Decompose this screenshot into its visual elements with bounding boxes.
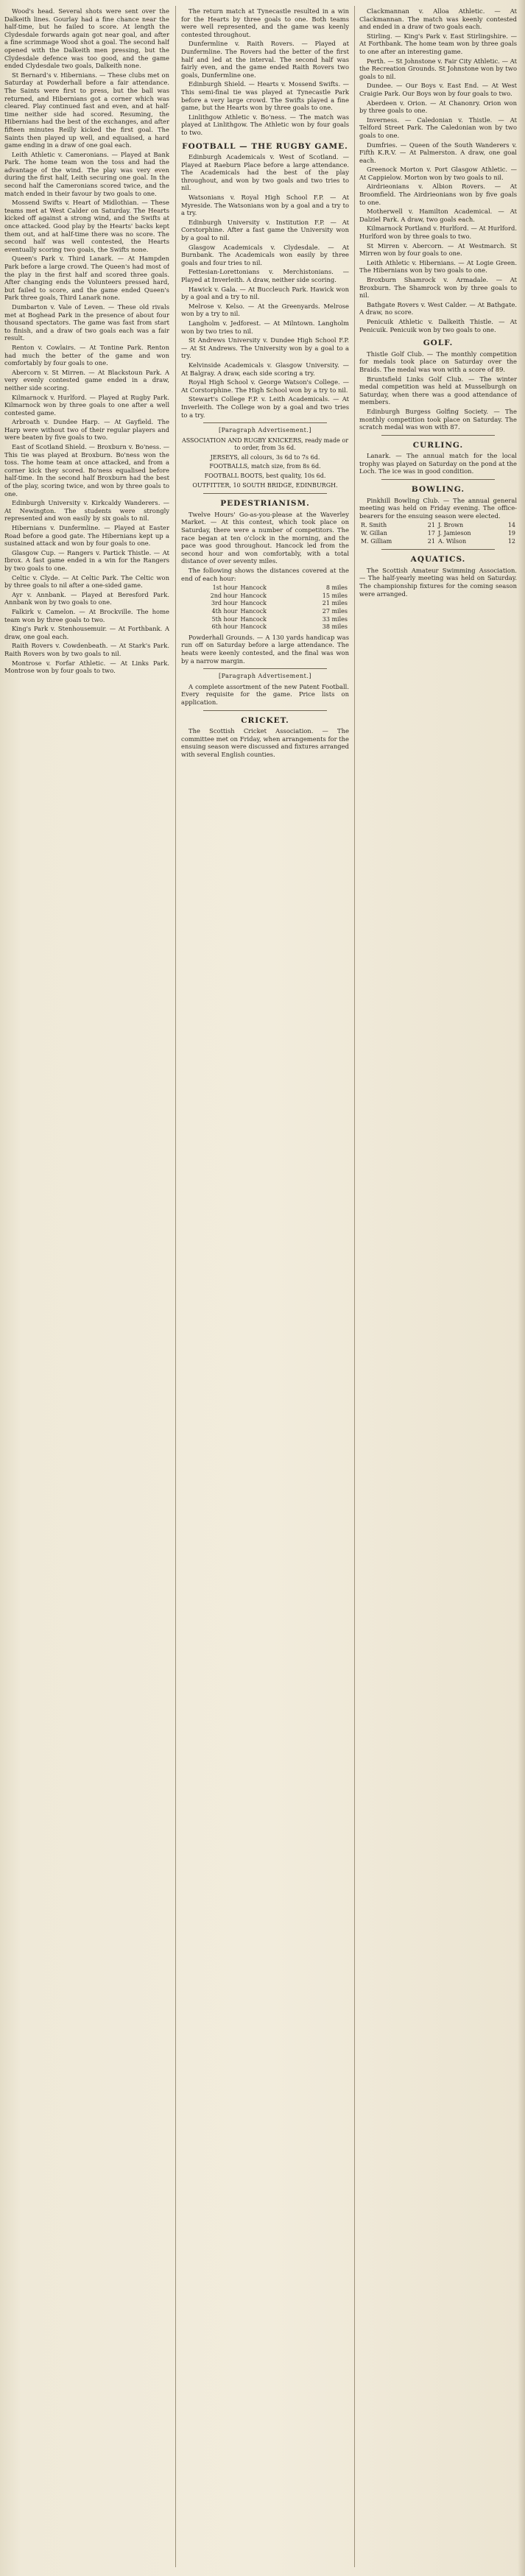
table-cell: J. Jamieson bbox=[437, 530, 471, 537]
section-heading: FOOTBALL — THE RUGBY GAME. bbox=[182, 141, 348, 151]
article-paragraph: Hibernians v. Dunfermline. — Played at Easter Road before a good gate. The Hibernians kept up a sustained attack and won by four goals to one. bbox=[4, 524, 169, 548]
column-rule bbox=[175, 6, 176, 2567]
section-heading: BOWLING. bbox=[411, 485, 465, 495]
article-paragraph: Arbroath v. Dundee Harp. — At Gayfield. The Harp were without two of their regular players and were beaten by five goals to two. bbox=[4, 418, 169, 442]
article-paragraph: Greenock Morton v. Port Glasgow Athletic. — At Cappielow. Morton won by two goals to nil. bbox=[359, 166, 517, 181]
advertisement-line: FOOTBALLS, match size, from 8s 6d. bbox=[209, 463, 321, 470]
article-paragraph: Broxburn Shamrock v. Armadale. — At Broxburn. The Shamrock won by three goals to nil. bbox=[359, 276, 517, 300]
section-divider bbox=[203, 422, 327, 423]
table-row bbox=[359, 522, 517, 530]
table-cell: 8 miles bbox=[325, 584, 348, 592]
table-row bbox=[181, 600, 349, 608]
table-cell: M. Gilliam bbox=[361, 537, 392, 545]
results-table bbox=[359, 522, 517, 545]
table-cell: 19 bbox=[507, 530, 515, 537]
column-rule bbox=[354, 6, 355, 2567]
table-cell: 21 miles bbox=[322, 600, 348, 607]
article-paragraph: Ayr v. Annbank. — Played at Beresford Park. Annbank won by two goals to one. bbox=[4, 590, 169, 606]
table-cell: Hancock bbox=[240, 607, 267, 615]
article-paragraph: East of Scotland Shield. — Broxburn v. Bo'ness. — This tie was played at Broxburn. Bo'ness won the toss. The home team at once attacked, and from a corner kick they scored. Bo'ness equalised before half-time. In the second half Broxburn had the best of the play, scoring twice, and won by three goals to one. bbox=[4, 443, 169, 498]
article-paragraph: Edinburgh Academicals v. West of Scotland. — Played at Raeburn Place before a large attendance. The Academicals had the best of the play throughout, and won by two goals and two tries to nil. bbox=[181, 153, 349, 192]
table-row bbox=[359, 530, 517, 538]
table-row bbox=[181, 616, 349, 624]
article-paragraph: Lanark. — The annual match for the local trophy was played on Saturday on the pond at the Loch. The ice was in good condition. bbox=[359, 452, 517, 475]
article-paragraph: The Scottish Cricket Association. — The committee met on Friday, when arrangements for the ensuing season were discussed and fixtures arranged with several English counties. bbox=[181, 727, 349, 758]
article-paragraph: Dunfermline v. Raith Rovers. — Played at Dunfermline. The Rovers had the better of the first half and led at the interval. The second half was fairly even, and the game ended Raith Rovers two goals, Dunfermline one. bbox=[181, 40, 349, 79]
advertisement-line: FOOTBALL BOOTS, best quality, 10s 6d. bbox=[204, 473, 326, 480]
page-edge-shadow bbox=[518, 0, 525, 2576]
article-paragraph: Mossend Swifts v. Heart of Midlothian. — These teams met at West Calder on Saturday. The Hearts kicked off against a strong wind, and the Swifts at once attacked. Good play by the Hearts' backs kept them out, and at half-time there was no score. The second half was well contested, the Hearts eventually scoring two goals, the Swifts none. bbox=[4, 199, 169, 253]
section-heading: PEDESTRIANISM. bbox=[220, 499, 310, 509]
article-paragraph: Inverness. — Caledonian v. Thistle. — At Telford Street Park. The Caledonian won by two goals to one. bbox=[359, 116, 517, 139]
article-paragraph: Celtic v. Clyde. — At Celtic Park. The Celtic won by three goals to nil after a one-sided game. bbox=[4, 573, 169, 590]
article-paragraph: Linlithgow Athletic v. Bo'ness. — The match was played at Linlithgow. The Athletic won by four goals to two. bbox=[181, 113, 349, 136]
table-cell: 12 bbox=[507, 537, 515, 545]
article-paragraph: The return match at Tynecastle resulted in a win for the Hearts by three goals to one. Both teams were well represented, and the game was keenly contested throughout. bbox=[181, 7, 349, 38]
column-left bbox=[4, 7, 169, 2561]
column-right bbox=[359, 7, 517, 2561]
article-paragraph: Montrose v. Forfar Athletic. — At Links Park. Montrose won by four goals to two. bbox=[4, 659, 169, 675]
table-cell: 4th hour bbox=[211, 607, 238, 615]
article-paragraph: Queen's Park v. Third Lanark. — At Hampden Park before a large crowd. The Queen's had most of the play in the first half and scored three goals. After changing ends the Volunteers pressed hard, but failed to score, and the game ended Queen's Park three goals, Third Lanark none. bbox=[4, 255, 169, 302]
table-cell: 17 bbox=[427, 530, 435, 537]
article-paragraph: Glasgow Cup. — Rangers v. Partick Thistle. — At Ibrox. A fast game ended in a win for the Rangers by two goals to one. bbox=[4, 548, 169, 572]
article-paragraph: Renton v. Cowlairs. — At Tontine Park. Renton had much the better of the game and won comfortably by four goals to one. bbox=[4, 343, 169, 367]
table-cell: 1st hour bbox=[212, 584, 238, 592]
article-paragraph: St Mirren v. Abercorn. — At Westmarch. St Mirren won by four goals to one. bbox=[359, 241, 517, 258]
article-paragraph: Hawick v. Gala. — At Buccleuch Park. Hawick won by a goal and a try to nil. bbox=[181, 285, 349, 301]
table-cell: J. Brown bbox=[437, 522, 464, 529]
article-paragraph: Edinburgh Shield. — Hearts v. Mossend Swifts. — This semi-final tie was played at Tynecastle Park before a very large crowd. The Swifts played a fine game, but the Hearts won by three goals to one. bbox=[181, 80, 349, 112]
article-paragraph: Kilmarnock v. Hurlford. — Played at Rugby Park. Kilmarnock won by three goals to one after a well contested game. bbox=[4, 393, 169, 417]
article-paragraph: Falkirk v. Camelon. — At Brockville. The home team won by three goals to two. bbox=[4, 607, 169, 623]
section-divider bbox=[203, 668, 327, 669]
article-paragraph: Melrose v. Kelso. — At the Greenyards. Melrose won by a try to nil. bbox=[181, 302, 349, 318]
article-paragraph: Motherwell v. Hamilton Academical. — At Dalziel Park. A draw, two goals each. bbox=[359, 208, 517, 223]
table-cell: Hancock bbox=[240, 592, 267, 599]
table-row bbox=[181, 623, 349, 631]
section-divider bbox=[203, 710, 327, 711]
table-row bbox=[181, 584, 349, 592]
article-paragraph: Stewart's College F.P. v. Leith Academicals. — At Inverleith. The College won by a goal and two tries to a try. bbox=[181, 395, 349, 419]
table-cell: 21 bbox=[427, 522, 435, 529]
table-cell: 14 bbox=[507, 522, 515, 529]
article-paragraph: Bathgate Rovers v. West Calder. — At Bathgate. A draw, no score. bbox=[359, 300, 517, 316]
table-cell: Hancock bbox=[240, 623, 267, 631]
article-paragraph: The following shows the distances covered at the end of each hour: bbox=[181, 567, 349, 582]
article-paragraph: Dundee. — Our Boys v. East End. — At West Craigie Park. Our Boys won by four goals to two. bbox=[359, 82, 517, 97]
table-cell: 2nd hour bbox=[210, 592, 238, 599]
table-cell: W. Gillan bbox=[361, 530, 387, 537]
article-paragraph: Langholm v. Jedforest. — At Milntown. Langholm won by two tries to nil. bbox=[181, 319, 349, 335]
table-cell: 5th hour bbox=[211, 615, 238, 623]
article-paragraph: Dumbarton v. Vale of Leven. — These old rivals met at Boghead Park in the presence of about four thousand spectators. The game was fast from start to finish, and a draw of two goals each was a fair result. bbox=[4, 302, 169, 342]
article-paragraph: Raith Rovers v. Cowdenbeath. — At Stark's Park. Raith Rovers won by two goals to nil. bbox=[4, 642, 169, 657]
table-cell: Hancock bbox=[240, 584, 267, 592]
section-divider bbox=[203, 493, 327, 494]
article-paragraph: Wood's head. Several shots were sent over the Dalkeith lines. Gourlay had a fine chance near the half-time, but he failed to score. At length the Clydesdale forwards again got near goal, and after a fine scrimmage Wood shot a goal. The second half opened with the Dalkeith men pressing, but the Clydesdale defence was too good, and the game ended Clydesdale two goals, Dalkeith none. bbox=[4, 7, 169, 70]
article-paragraph: Leith Athletic v. Hibernians. — At Logie Green. The Hibernians won by two goals to one. bbox=[359, 258, 517, 275]
table-cell: 27 miles bbox=[322, 607, 348, 615]
section-divider bbox=[381, 549, 495, 550]
article-paragraph: Fettesian-Lorettonians v. Merchistonians. — Played at Inverleith. A draw, neither side scoring. bbox=[181, 268, 349, 283]
table-cell: Hancock bbox=[240, 615, 267, 623]
article-paragraph: Powderhall Grounds. — A 130 yards handicap was run off on Saturday before a large attendance. The heats were keenly contested, and the final was won by a narrow margin. bbox=[181, 633, 349, 665]
article-paragraph: King's Park v. Stenhousemuir. — At Forthbank. A draw, one goal each. bbox=[4, 625, 169, 640]
article-paragraph: Thistle Golf Club. — The monthly competition for medals took place on Saturday over the Braids. The medal was won with a score of 89. bbox=[359, 350, 517, 373]
article-paragraph: Twelve Hours' Go-as-you-please at the Waverley Market. — At this contest, which took place on Saturday, there were a number of competitors. The race began at ten o'clock in the morning, and the pace was good throughout. Hancock led from the second hour and won comfortably, with a total distance of over seventy miles. bbox=[181, 510, 349, 565]
table-row bbox=[181, 592, 349, 601]
article-paragraph: Kelvinside Academicals v. Glasgow University. — At Balgray. A draw, each side scoring a try. bbox=[181, 361, 349, 377]
article-paragraph: Edinburgh University v. Institution F.P. — At Corstorphine. After a fast game the University won by a goal to nil. bbox=[181, 218, 349, 242]
article-paragraph: Airdrieonians v. Albion Rovers. — At Broomfield. The Airdrieonians won by five goals to one. bbox=[359, 183, 517, 206]
article-paragraph: Perth. — St Johnstone v. Fair City Athletic. — At the Recreation Grounds. St Johnstone won by two goals to nil. bbox=[359, 57, 517, 80]
table-cell: 15 miles bbox=[322, 592, 348, 599]
section-heading: CURLING. bbox=[412, 440, 464, 450]
article-paragraph: Bruntsfield Links Golf Club. — The winter medal competition was held at Musselburgh on Saturday, when there was a good attendance of members. bbox=[359, 375, 517, 406]
article-paragraph: Kilmarnock Portland v. Hurlford. — At Hurlford. Hurlford won by three goals to two. bbox=[359, 224, 517, 241]
table-cell: 21 bbox=[427, 537, 435, 545]
article-paragraph: Clackmannan v. Alloa Athletic. — At Clackmannan. The match was keenly contested and ended in a draw of two goals each. bbox=[359, 7, 517, 31]
table-cell: 33 miles bbox=[322, 615, 348, 623]
article-paragraph: Royal High School v. George Watson's College. — At Corstorphine. The High School won by a try to nil. bbox=[181, 378, 349, 394]
table-cell: R. Smith bbox=[361, 522, 387, 529]
article-paragraph: St Andrews University v. Dundee High School F.P. — At St Andrews. The University won by a goal to a try. bbox=[181, 336, 349, 360]
article-paragraph: Edinburgh University v. Kirkcaldy Wanderers. — At Newington. The students were strongly represented and won easily by six goals to nil. bbox=[4, 499, 169, 523]
article-paragraph: Dumfries. — Queen of the South Wanderers v. Fifth K.R.V. — At Palmerston. A draw, one goal each. bbox=[359, 141, 517, 164]
table-cell: 6th hour bbox=[211, 623, 238, 631]
article-paragraph: St Bernard's v. Hibernians. — These clubs met on Saturday at Powderhall before a fair attendance. The Saints were first to press, but the ball was returned, and Hibernians got a corner which was cleared. Play continued fast and even, and at half-time neither side had scored. Resuming, the Hibernians had the best of the exchanges, and after fifteen minutes Reilly kicked the first goal. The Saints then played up well, and equalised, a hard game ending in a draw of one goal each. bbox=[4, 71, 169, 149]
article-paragraph: Abercorn v. St Mirren. — At Blackstoun Park. A very evenly contested game ended in a draw, neither side scoring. bbox=[4, 368, 169, 392]
advertisement-line: ASSOCIATION AND RUGBY KNICKERS, ready made or to order, from 3s 6d. bbox=[181, 436, 349, 452]
table-cell: A. Wilson bbox=[437, 537, 467, 545]
article-paragraph: Glasgow Academicals v. Clydesdale. — At Burnbank. The Academicals won easily by three goals and four tries to nil. bbox=[181, 243, 349, 266]
article-paragraph: The Scottish Amateur Swimming Association. — The half-yearly meeting was held on Saturday. The championship fixtures for the coming season were arranged. bbox=[359, 566, 517, 598]
table-cell: 38 miles bbox=[322, 623, 348, 631]
results-table bbox=[181, 584, 349, 631]
advertisement-label: [Paragraph Advertisement.] bbox=[219, 673, 311, 680]
advertisement-line: OUTFITTER, 10 SOUTH BRIDGE, EDINBURGH. bbox=[192, 481, 338, 489]
section-divider bbox=[381, 479, 495, 480]
article-paragraph: A complete assortment of the new Patent Football. Every requisite for the game. Price lists on application. bbox=[181, 682, 349, 706]
advertisement-label: [Paragraph Advertisement.] bbox=[219, 427, 311, 434]
section-heading: AQUATICS. bbox=[410, 555, 466, 565]
article-paragraph: Watsonians v. Royal High School F.P. — At Myreside. The Watsonians won by a goal and a try to a try. bbox=[181, 194, 349, 217]
section-heading: CRICKET. bbox=[241, 715, 289, 725]
article-paragraph: Leith Athletic v. Cameronians. — Played at Bank Park. The home team won the toss and had the advantage of the wind. The play was very even during the first half, Leith securing one goal. In the second half the Cameronians scored twice, and the match ended in their favour by two goals to one. bbox=[4, 150, 169, 197]
article-paragraph: Aberdeen v. Orion. — At Chanonry. Orion won by three goals to one. bbox=[359, 99, 517, 115]
table-row bbox=[359, 538, 517, 546]
table-row bbox=[181, 608, 349, 616]
table-cell: 3rd hour bbox=[211, 600, 238, 607]
column-middle bbox=[181, 7, 349, 2561]
section-divider bbox=[381, 435, 495, 436]
article-paragraph: Edinburgh Burgess Golfing Society. — The monthly competition took place on Saturday. The scratch medal was won with 87. bbox=[359, 407, 517, 431]
advertisement-line: JERSEYS, all colours, 3s 6d to 7s 6d. bbox=[210, 453, 320, 461]
table-cell: Hancock bbox=[240, 600, 267, 607]
section-heading: GOLF. bbox=[423, 339, 454, 348]
article-paragraph: Stirling. — King's Park v. East Stirlingshire. — At Forthbank. The home team won by three goals to one after an interesting game. bbox=[359, 32, 517, 55]
article-paragraph: Pinkhill Bowling Club. — The annual general meeting was held on Friday evening. The office-bearers for the ensuing season were elected. bbox=[359, 496, 517, 520]
article-paragraph: Penicuik Athletic v. Dalkeith Thistle. — At Penicuik. Penicuik won by two goals to one. bbox=[359, 317, 517, 333]
